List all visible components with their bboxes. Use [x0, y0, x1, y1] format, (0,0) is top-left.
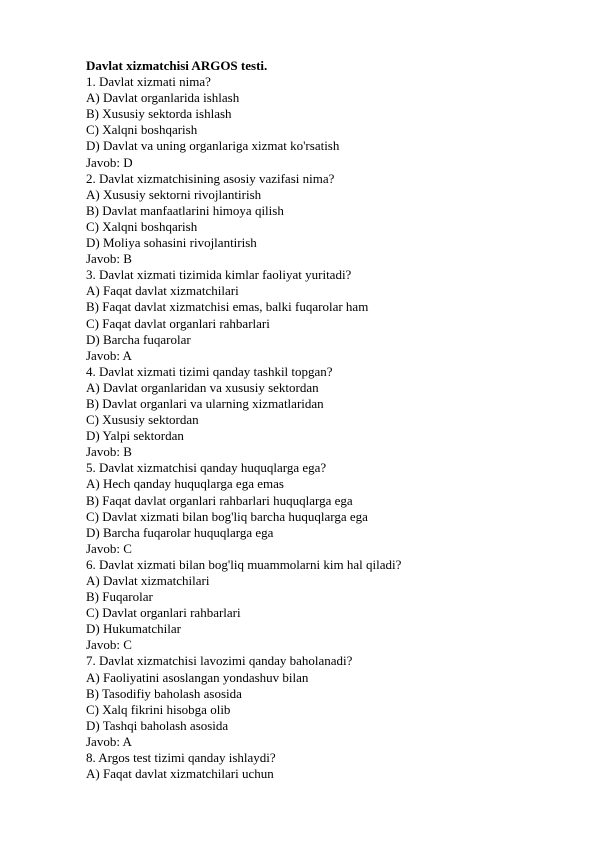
question-8: 8. Argos test tizimi qanday ishlaydi?: [86, 750, 276, 766]
document-page: [86, 58, 566, 782]
question-2: 2. Davlat xizmatchisining asosiy vazifasi nima?: [86, 170, 335, 186]
answer: Javob: A: [86, 733, 132, 749]
option-a: A) Davlat organlarida ishlash: [86, 90, 240, 106]
option-c: C) Davlat xizmati bilan bog'liq barcha huquqlarga ega: [86, 508, 368, 524]
option-a: A) Faqat davlat xizmatchilari: [86, 283, 239, 299]
option-d: D) Barcha fuqarolar huquqlarga ega: [86, 524, 274, 540]
option-b: B) Xususiy sektorda ishlash: [86, 106, 232, 122]
option-d: D) Hukumatchilar: [86, 621, 181, 637]
option-a: A) Faqat davlat xizmatchilari uchun: [86, 766, 274, 782]
option-c: C) Xalqni boshqarish: [86, 218, 198, 234]
answer: Javob: A: [86, 347, 132, 363]
answer: Javob: B: [86, 444, 132, 460]
option-a: A) Hech qanday huquqlarga ega emas: [86, 476, 284, 492]
question-4: 4. Davlat xizmati tizimi qanday tashkil topgan?: [86, 363, 333, 379]
question-6: 6. Davlat xizmati bilan bog'liq muammolarni kim hal qiladi?: [86, 556, 402, 572]
option-d: D) Barcha fuqarolar: [86, 331, 191, 347]
question-5: 5. Davlat xizmatchisi qanday huquqlarga ega?: [86, 460, 327, 476]
answer: Javob: C: [86, 637, 132, 653]
option-d: D) Moliya sohasini rivojlantirish: [86, 235, 257, 251]
option-b: B) Davlat manfaatlarini himoya qilish: [86, 202, 284, 218]
option-b: B) Fuqarolar: [86, 589, 153, 605]
question-3: 3. Davlat xizmati tizimida kimlar faoliyat yuritadi?: [86, 267, 352, 283]
answer: Javob: D: [86, 154, 133, 170]
option-a: A) Davlat organlaridan va xususiy sektordan: [86, 379, 319, 395]
option-c: C) Xalq fikrini hisobga olib: [86, 701, 231, 717]
option-b: B) Davlat organlari va ularning xizmatlaridan: [86, 395, 324, 411]
question-1: 1. Davlat xizmati nima?: [86, 74, 211, 90]
option-b: B) Faqat davlat organlari rahbarlari huquqlarga ega: [86, 492, 353, 508]
option-c: C) Faqat davlat organlari rahbarlari: [86, 315, 270, 331]
option-a: A) Davlat xizmatchilari: [86, 573, 210, 588]
option-d: D) Davlat va uning organlariga xizmat ko'rsatish: [86, 138, 340, 154]
document-title: Davlat xizmatchisi ARGOS testi.: [86, 58, 268, 73]
option-a: A) Xususiy sektorni rivojlantirish: [86, 186, 262, 202]
answer: Javob: C: [86, 540, 132, 556]
answer: Javob: B: [86, 251, 132, 267]
option-c: C) Xalqni boshqarish: [86, 122, 198, 138]
option-d: D) Tashqi baholash asosida: [86, 717, 229, 733]
option-b: B) Faqat davlat xizmatchisi emas, balki fuqarolar ham: [86, 299, 369, 315]
option-d: D) Yalpi sektordan: [86, 428, 184, 444]
option-a: A) Faoliyatini asoslangan yondashuv bilan: [86, 669, 309, 685]
option-c: C) Davlat organlari rahbarlari: [86, 605, 241, 621]
option-c: C) Xususiy sektordan: [86, 412, 199, 428]
option-b: B) Tasodifiy baholash asosida: [86, 685, 242, 701]
question-7: 7. Davlat xizmatchisi lavozimi qanday baholanadi?: [86, 653, 353, 669]
